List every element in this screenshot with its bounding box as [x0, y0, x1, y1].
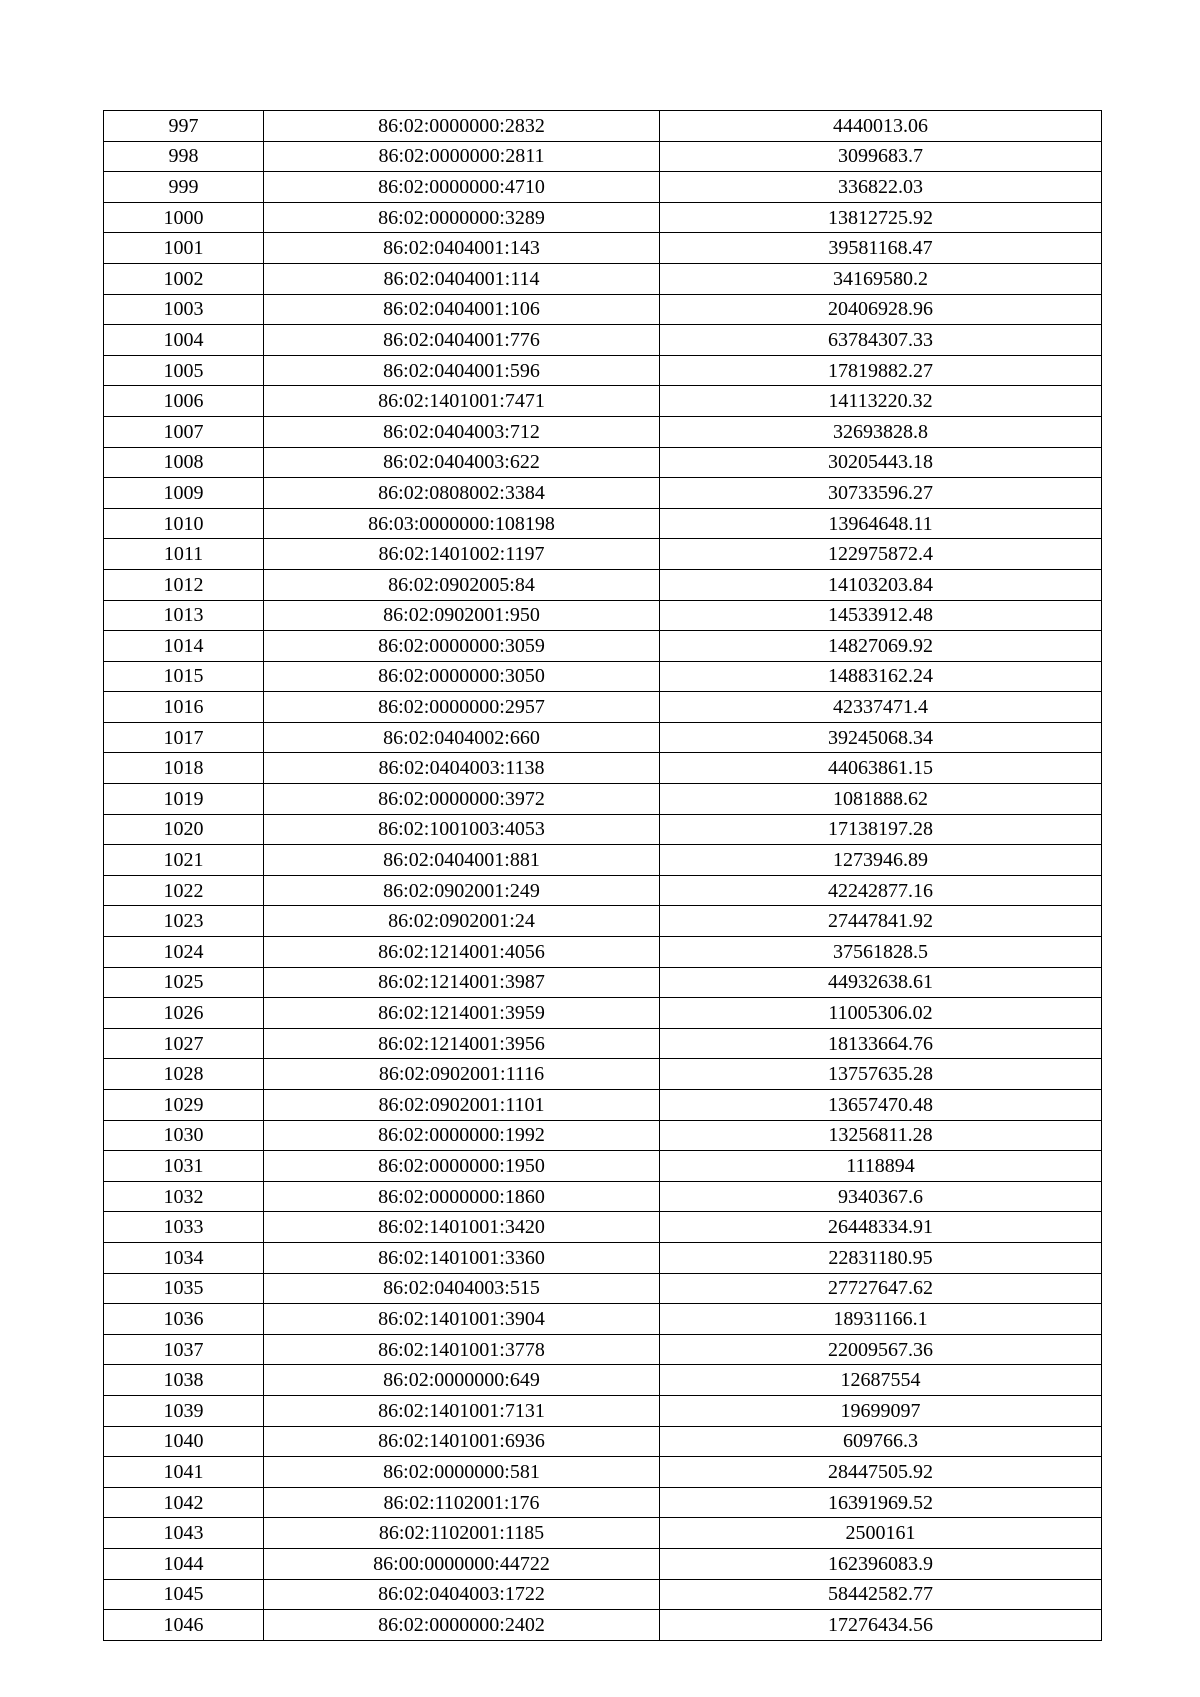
cadastral-number-cell: 86:02:0902005:84 [264, 569, 660, 600]
cadastral-number-cell: 86:02:0404003:1138 [264, 753, 660, 784]
row-number-cell: 1009 [104, 478, 264, 509]
row-number-cell: 1021 [104, 845, 264, 876]
row-number-cell: 1043 [104, 1518, 264, 1549]
cadastral-number-cell: 86:02:0000000:581 [264, 1457, 660, 1488]
table-row [104, 294, 1102, 325]
row-number-cell: 1036 [104, 1304, 264, 1335]
table-row [104, 1181, 1102, 1212]
row-number-cell: 1015 [104, 661, 264, 692]
row-number-cell: 1039 [104, 1395, 264, 1426]
row-number-cell: 1020 [104, 814, 264, 845]
value-cell: 17819882.27 [660, 355, 1102, 386]
value-cell: 18931166.1 [660, 1304, 1102, 1335]
cadastral-number-cell: 86:02:0000000:2402 [264, 1610, 660, 1641]
cadastral-number-cell: 86:02:0902001:24 [264, 906, 660, 937]
value-cell: 30733596.27 [660, 478, 1102, 509]
row-number-cell: 1038 [104, 1365, 264, 1396]
cadastral-number-cell: 86:02:0000000:4710 [264, 172, 660, 203]
table-row [104, 263, 1102, 294]
value-cell: 14883162.24 [660, 661, 1102, 692]
cadastral-number-cell: 86:02:1102001:176 [264, 1487, 660, 1518]
value-cell: 9340367.6 [660, 1181, 1102, 1212]
value-cell: 20406928.96 [660, 294, 1102, 325]
table-row [104, 1579, 1102, 1610]
value-cell: 13256811.28 [660, 1120, 1102, 1151]
cadastral-number-cell: 86:02:0000000:3059 [264, 631, 660, 662]
row-number-cell: 1007 [104, 416, 264, 447]
cadastral-number-cell: 86:02:0000000:3050 [264, 661, 660, 692]
cadastral-number-cell: 86:02:0404001:143 [264, 233, 660, 264]
row-number-cell: 1018 [104, 753, 264, 784]
row-number-cell: 1005 [104, 355, 264, 386]
table-row [104, 1518, 1102, 1549]
table-row [104, 722, 1102, 753]
table-row [104, 508, 1102, 539]
row-number-cell: 1001 [104, 233, 264, 264]
value-cell: 39245068.34 [660, 722, 1102, 753]
table-row [104, 233, 1102, 264]
row-number-cell: 1031 [104, 1151, 264, 1182]
value-cell: 336822.03 [660, 172, 1102, 203]
value-cell: 27447841.92 [660, 906, 1102, 937]
value-cell: 4440013.06 [660, 111, 1102, 142]
row-number-cell: 1035 [104, 1273, 264, 1304]
cadastral-number-cell: 86:02:0000000:1992 [264, 1120, 660, 1151]
row-number-cell: 1040 [104, 1426, 264, 1457]
row-number-cell: 1024 [104, 937, 264, 968]
row-number-cell: 1013 [104, 600, 264, 631]
cadastral-number-cell: 86:02:1214001:3956 [264, 1028, 660, 1059]
value-cell: 32693828.8 [660, 416, 1102, 447]
table-row [104, 386, 1102, 417]
cadastral-number-cell: 86:02:1102001:1185 [264, 1518, 660, 1549]
cadastral-number-cell: 86:02:1214001:4056 [264, 937, 660, 968]
cadastral-number-cell: 86:02:0404001:106 [264, 294, 660, 325]
row-number-cell: 1008 [104, 447, 264, 478]
table-row [104, 1212, 1102, 1243]
table-row [104, 1365, 1102, 1396]
table-row [104, 600, 1102, 631]
row-number-cell: 997 [104, 111, 264, 142]
table-row [104, 875, 1102, 906]
table-row [104, 111, 1102, 142]
cadastral-number-cell: 86:02:1214001:3959 [264, 998, 660, 1029]
value-cell: 19699097 [660, 1395, 1102, 1426]
value-cell: 609766.3 [660, 1426, 1102, 1457]
value-cell: 162396083.9 [660, 1548, 1102, 1579]
table-row [104, 1426, 1102, 1457]
value-cell: 63784307.33 [660, 325, 1102, 356]
cadastral-number-cell: 86:02:1401001:7131 [264, 1395, 660, 1426]
cadastral-number-cell: 86:02:0404003:515 [264, 1273, 660, 1304]
table-row [104, 1304, 1102, 1335]
value-cell: 34169580.2 [660, 263, 1102, 294]
table-row [104, 1334, 1102, 1365]
value-cell: 37561828.5 [660, 937, 1102, 968]
table-row [104, 845, 1102, 876]
value-cell: 3099683.7 [660, 141, 1102, 172]
table-row [104, 631, 1102, 662]
cadastral-number-cell: 86:02:1401002:1197 [264, 539, 660, 570]
row-number-cell: 1044 [104, 1548, 264, 1579]
value-cell: 44932638.61 [660, 967, 1102, 998]
row-number-cell: 1042 [104, 1487, 264, 1518]
row-number-cell: 1011 [104, 539, 264, 570]
value-cell: 1118894 [660, 1151, 1102, 1182]
cadastral-number-cell: 86:02:0902001:950 [264, 600, 660, 631]
table-row [104, 1120, 1102, 1151]
table-row [104, 172, 1102, 203]
table-row [104, 1395, 1102, 1426]
value-cell: 1081888.62 [660, 784, 1102, 815]
value-cell: 44063861.15 [660, 753, 1102, 784]
value-cell: 42337471.4 [660, 692, 1102, 723]
table-row [104, 202, 1102, 233]
row-number-cell: 999 [104, 172, 264, 203]
value-cell: 11005306.02 [660, 998, 1102, 1029]
row-number-cell: 1014 [104, 631, 264, 662]
cadastral-number-cell: 86:02:1001003:4053 [264, 814, 660, 845]
cadastral-number-cell: 86:02:0000000:3289 [264, 202, 660, 233]
row-number-cell: 1012 [104, 569, 264, 600]
row-number-cell: 1046 [104, 1610, 264, 1641]
table-row [104, 998, 1102, 1029]
value-cell: 22831180.95 [660, 1242, 1102, 1273]
value-cell: 26448334.91 [660, 1212, 1102, 1243]
table-row [104, 1090, 1102, 1121]
table-row [104, 1242, 1102, 1273]
row-number-cell: 1022 [104, 875, 264, 906]
row-number-cell: 1016 [104, 692, 264, 723]
value-cell: 27727647.62 [660, 1273, 1102, 1304]
value-cell: 14103203.84 [660, 569, 1102, 600]
value-cell: 17276434.56 [660, 1610, 1102, 1641]
cadastral-number-cell: 86:02:0404001:596 [264, 355, 660, 386]
table-row [104, 784, 1102, 815]
cadastral-number-cell: 86:02:1401001:3778 [264, 1334, 660, 1365]
table-row [104, 1028, 1102, 1059]
value-cell: 14827069.92 [660, 631, 1102, 662]
row-number-cell: 1034 [104, 1242, 264, 1273]
cadastral-number-cell: 86:02:1214001:3987 [264, 967, 660, 998]
row-number-cell: 1019 [104, 784, 264, 815]
row-number-cell: 1030 [104, 1120, 264, 1151]
cadastral-number-cell: 86:02:1401001:6936 [264, 1426, 660, 1457]
table-row [104, 141, 1102, 172]
value-cell: 22009567.36 [660, 1334, 1102, 1365]
row-number-cell: 1023 [104, 906, 264, 937]
table-row [104, 937, 1102, 968]
cadastral-number-cell: 86:02:0404001:881 [264, 845, 660, 876]
value-cell: 13757635.28 [660, 1059, 1102, 1090]
value-cell: 30205443.18 [660, 447, 1102, 478]
value-cell: 13657470.48 [660, 1090, 1102, 1121]
row-number-cell: 1029 [104, 1090, 264, 1121]
cadastral-number-cell: 86:03:0000000:108198 [264, 508, 660, 539]
table-row [104, 1610, 1102, 1641]
cadastral-number-cell: 86:02:0000000:1950 [264, 1151, 660, 1182]
cadastral-number-cell: 86:00:0000000:44722 [264, 1548, 660, 1579]
row-number-cell: 1037 [104, 1334, 264, 1365]
table-row [104, 1487, 1102, 1518]
value-cell: 28447505.92 [660, 1457, 1102, 1488]
cadastral-value-table [103, 110, 1102, 1641]
cadastral-number-cell: 86:02:0808002:3384 [264, 478, 660, 509]
cadastral-number-cell: 86:02:0404003:622 [264, 447, 660, 478]
cadastral-number-cell: 86:02:0000000:3972 [264, 784, 660, 815]
row-number-cell: 1010 [104, 508, 264, 539]
cadastral-number-cell: 86:02:0000000:2832 [264, 111, 660, 142]
value-cell: 1273946.89 [660, 845, 1102, 876]
table-row [104, 447, 1102, 478]
table-row [104, 325, 1102, 356]
cadastral-number-cell: 86:02:0000000:649 [264, 1365, 660, 1396]
value-cell: 12687554 [660, 1365, 1102, 1396]
table-row [104, 1273, 1102, 1304]
value-cell: 58442582.77 [660, 1579, 1102, 1610]
value-cell: 2500161 [660, 1518, 1102, 1549]
cadastral-number-cell: 86:02:0000000:1860 [264, 1181, 660, 1212]
cadastral-number-cell: 86:02:1401001:3904 [264, 1304, 660, 1335]
row-number-cell: 1017 [104, 722, 264, 753]
row-number-cell: 1003 [104, 294, 264, 325]
table-row [104, 661, 1102, 692]
cadastral-number-cell: 86:02:0404003:1722 [264, 1579, 660, 1610]
table-row [104, 906, 1102, 937]
table-row [104, 355, 1102, 386]
table-row [104, 569, 1102, 600]
row-number-cell: 1025 [104, 967, 264, 998]
row-number-cell: 1026 [104, 998, 264, 1029]
row-number-cell: 1045 [104, 1579, 264, 1610]
cadastral-number-cell: 86:02:0404002:660 [264, 722, 660, 753]
cadastral-number-cell: 86:02:0404003:712 [264, 416, 660, 447]
row-number-cell: 1000 [104, 202, 264, 233]
table-row [104, 967, 1102, 998]
value-cell: 13812725.92 [660, 202, 1102, 233]
value-cell: 122975872.4 [660, 539, 1102, 570]
row-number-cell: 1006 [104, 386, 264, 417]
table-body [104, 111, 1102, 1641]
row-number-cell: 1002 [104, 263, 264, 294]
cadastral-number-cell: 86:02:0404001:776 [264, 325, 660, 356]
table-row [104, 416, 1102, 447]
cadastral-number-cell: 86:02:0000000:2957 [264, 692, 660, 723]
value-cell: 16391969.52 [660, 1487, 1102, 1518]
table-row [104, 539, 1102, 570]
table-row [104, 753, 1102, 784]
row-number-cell: 1004 [104, 325, 264, 356]
table-row [104, 1151, 1102, 1182]
cadastral-number-cell: 86:02:0404001:114 [264, 263, 660, 294]
row-number-cell: 1027 [104, 1028, 264, 1059]
table-row [104, 1457, 1102, 1488]
row-number-cell: 1033 [104, 1212, 264, 1243]
cadastral-number-cell: 86:02:0902001:1101 [264, 1090, 660, 1121]
row-number-cell: 1041 [104, 1457, 264, 1488]
value-cell: 18133664.76 [660, 1028, 1102, 1059]
value-cell: 42242877.16 [660, 875, 1102, 906]
table-row [104, 478, 1102, 509]
value-cell: 14533912.48 [660, 600, 1102, 631]
value-cell: 14113220.32 [660, 386, 1102, 417]
value-cell: 13964648.11 [660, 508, 1102, 539]
row-number-cell: 1032 [104, 1181, 264, 1212]
cadastral-number-cell: 86:02:1401001:3360 [264, 1242, 660, 1273]
cadastral-number-cell: 86:02:1401001:7471 [264, 386, 660, 417]
row-number-cell: 998 [104, 141, 264, 172]
cadastral-number-cell: 86:02:1401001:3420 [264, 1212, 660, 1243]
table-row [104, 692, 1102, 723]
cadastral-number-cell: 86:02:0902001:1116 [264, 1059, 660, 1090]
cadastral-number-cell: 86:02:0000000:2811 [264, 141, 660, 172]
value-cell: 39581168.47 [660, 233, 1102, 264]
table-row [104, 814, 1102, 845]
table-row [104, 1059, 1102, 1090]
row-number-cell: 1028 [104, 1059, 264, 1090]
table-row [104, 1548, 1102, 1579]
cadastral-number-cell: 86:02:0902001:249 [264, 875, 660, 906]
value-cell: 17138197.28 [660, 814, 1102, 845]
